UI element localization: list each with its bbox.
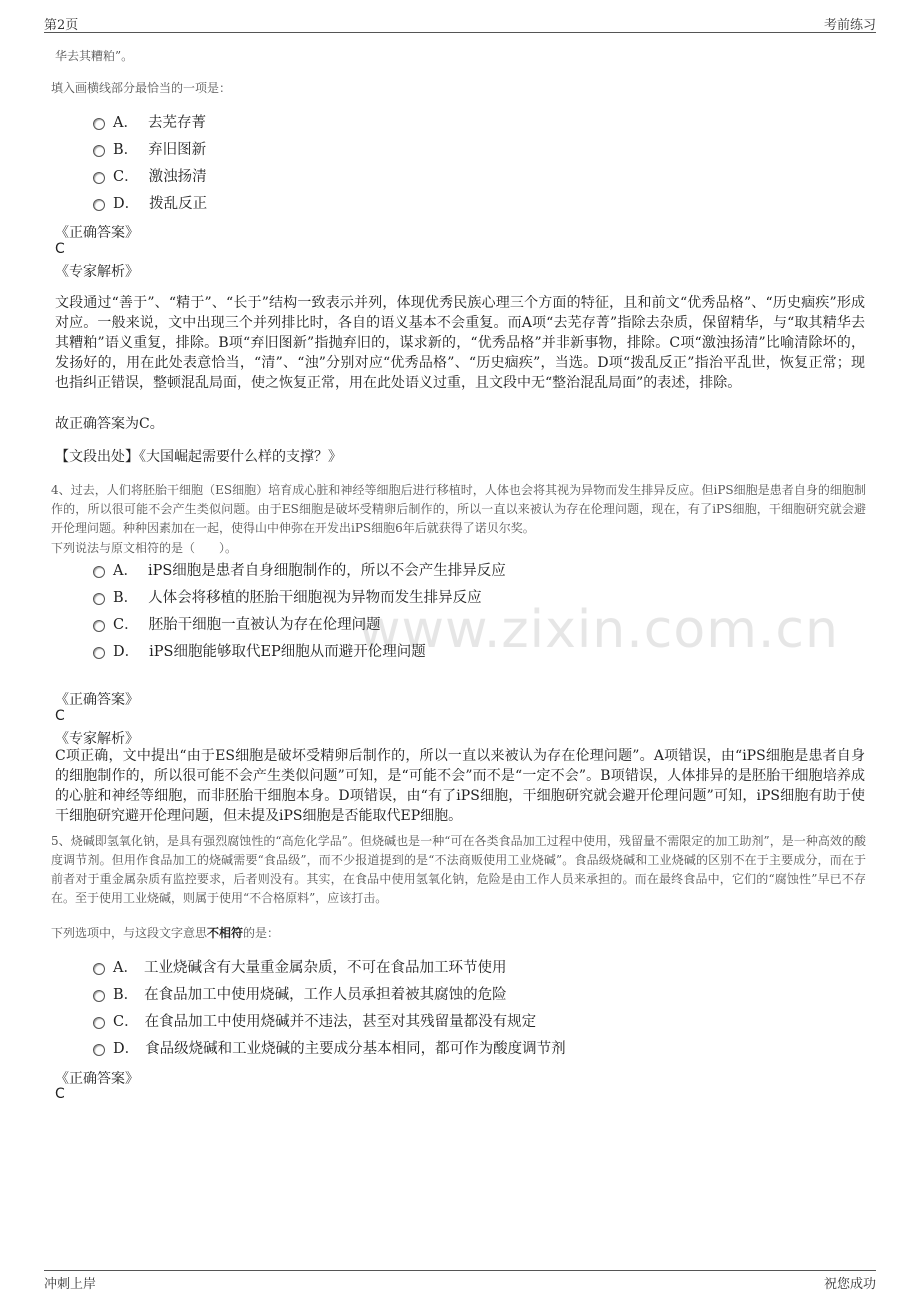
q5-prompt: 下列选项中，与这段文字意思不相符的是： (51, 926, 280, 940)
page-header (44, 14, 876, 33)
q5-option-a[interactable]: A． 工业烧碱含有大量重金属杂质，不可在食品加工环节使用 (93, 957, 506, 979)
q4-answer: C (55, 708, 65, 724)
q4-option-a[interactable]: A． iPS细胞是患者自身细胞制作的，所以不会产生排异反应 (93, 560, 506, 582)
q5-option-d[interactable]: D． 食品级烧碱和工业烧碱的主要成分基本相同，都可作为酸度调节剂 (93, 1038, 566, 1060)
q5-answer-label: 《正确答案》 (55, 1071, 139, 1087)
radio-icon[interactable] (93, 593, 105, 605)
radio-icon[interactable] (93, 199, 105, 211)
q3-prompt: 填入画横线部分最恰当的一项是： (51, 81, 232, 95)
q4-analysis-label: 《专家解析》 (55, 731, 139, 747)
q3-analysis-label: 《专家解析》 (55, 264, 139, 280)
q3-conclusion: 故正确答案为C。 (55, 416, 164, 432)
q4-option-c[interactable]: C． 胚胎干细胞一直被认为存在伦理问题 (93, 614, 381, 636)
radio-icon[interactable] (93, 963, 105, 975)
radio-icon[interactable] (93, 990, 105, 1002)
q4-option-d[interactable]: D． iPS细胞能够取代EP细胞从而避开伦理问题 (93, 641, 426, 663)
q3-option-c[interactable]: C． 激浊扬清 (93, 166, 207, 188)
radio-icon[interactable] (93, 118, 105, 130)
q3-answer: C (55, 241, 65, 257)
q4-analysis: C项正确，文中提出“由于ES细胞是破坏受精卵后制作的，所以一直以来被认为存在伦理问题”。A项错误，由“iPS细胞是患者自身的细胞制作的，所以很可能不会产生类似问题”可知，是“可能不会”而不是“一定不会”。B项错误，人体排异的是胚胎干细胞培养成的心脏和神经等细胞，而非胚胎干细胞本身。D项错误，由“有了iPS细胞，干细胞研究就会避开伦理问题”可知，iPS细胞有助于使干细胞研究避开伦理问题，但未提及iPS细胞是否能取代EP细胞。 (55, 748, 865, 824)
radio-icon[interactable] (93, 145, 105, 157)
radio-icon[interactable] (93, 1044, 105, 1056)
watermark: www.zixin.com.cn (358, 600, 839, 660)
q3-stem-tail: 华去其糟粕”。 (55, 49, 134, 63)
radio-icon[interactable] (93, 172, 105, 184)
page-footer (44, 1270, 876, 1291)
q3-option-d[interactable]: D． 拨乱反正 (93, 193, 207, 215)
q5-option-c[interactable]: C． 在食品加工中使用烧碱并不违法，甚至对其残留量都没有规定 (93, 1011, 536, 1033)
footer-left: 冲刺上岸 (44, 1277, 97, 1292)
radio-icon[interactable] (93, 1017, 105, 1029)
q4-stem: 4、过去，人们将胚胎干细胞（ES细胞）培育成心脏和神经等细胞后进行移植时，人体也会将其视为异物而发生排异反应。但iPS细胞是患者自身的细胞制作的，所以很可能不会产生类似问题。由于ES细胞是破坏受精卵后制作的，所以一直以来被认为存在伦理问题，现在，有了iPS细胞，干细胞研究就会避开伦理问题。种种因素加在一起，使得山中伸弥在开发出iPS细胞6年后就获得了诺贝尔奖。 (51, 483, 866, 535)
q3-option-a[interactable]: A． 去芜存菁 (93, 112, 206, 134)
radio-icon[interactable] (93, 620, 105, 632)
q3-source: 【文段出处】《大国崛起需要什么样的支撑？》 (55, 449, 342, 465)
radio-icon[interactable] (93, 566, 105, 578)
q5-option-b[interactable]: B． 在食品加工中使用烧碱，工作人员承担着被其腐蚀的危险 (93, 984, 507, 1006)
q5-stem: 5、烧碱即氢氧化钠，是具有强烈腐蚀性的“高危化学品”。但烧碱也是一种“可在各类食品加工过程中使用，残留量不需限定的加工助剂”，是一种高效的酸度调节剂。但用作食品加工的烧碱需要“食品级”，而不少报道提到的是“不法商贩使用工业烧碱”。食品级烧碱和工业烧碱的区别不在于主要成分，而在于前者对于重金属杂质有监控要求，后者则没有。其实，在食品中使用氢氧化钠，危险是由工作人员来承担的。而在最终食品中，它们的“腐蚀性”早已不存在。至于使用工业烧碱，则属于使用“不合格原料”，应该打击。 (51, 834, 866, 905)
header-title: 考前练习 (823, 18, 876, 33)
q3-answer-label: 《正确答案》 (55, 225, 139, 241)
footer-right: 祝您成功 (823, 1277, 876, 1292)
q5-prompt-emphasis: 不相符 (207, 926, 244, 940)
q4-answer-label: 《正确答案》 (55, 692, 139, 708)
q3-option-b[interactable]: B． 弃旧图新 (93, 139, 206, 161)
page-number: 第2页 (44, 18, 79, 33)
q4-prompt: 下列说法与原文相符的是（ ）。 (51, 541, 238, 555)
radio-icon[interactable] (93, 647, 105, 659)
q5-answer: C (55, 1086, 65, 1102)
q4-option-b[interactable]: B． 人体会将移植的胚胎干细胞视为异物而发生排异反应 (93, 587, 482, 609)
q3-analysis: 文段通过“善于”、“精于”、“长于”结构一致表示并列，体现优秀民族心理三个方面的特征，且和前文“优秀品格”、“历史痼疾”形成对应。一般来说，文中出现三个并列排比时，各自的语义基本不会重复。而A项“去芜存菁”指除去杂质，保留精华，与“取其精华去其糟粕”语义重复，排除。B项“弃旧图新”指抛弃旧的，谋求新的，“优秀品格”并非新事物，排除。C项“激浊扬清”比喻清除坏的，发扬好的，用在此处表意恰当，“清”、“浊”分别对应“优秀品格”、“历史痼疾”，当选。D项“拨乱反正”指治平乱世，恢复正常；现也指纠正错误，整顿混乱局面，使之恢复正常，用在此处语义过重，且文段中无“整治混乱局面”的表述，排除。 (55, 295, 865, 391)
